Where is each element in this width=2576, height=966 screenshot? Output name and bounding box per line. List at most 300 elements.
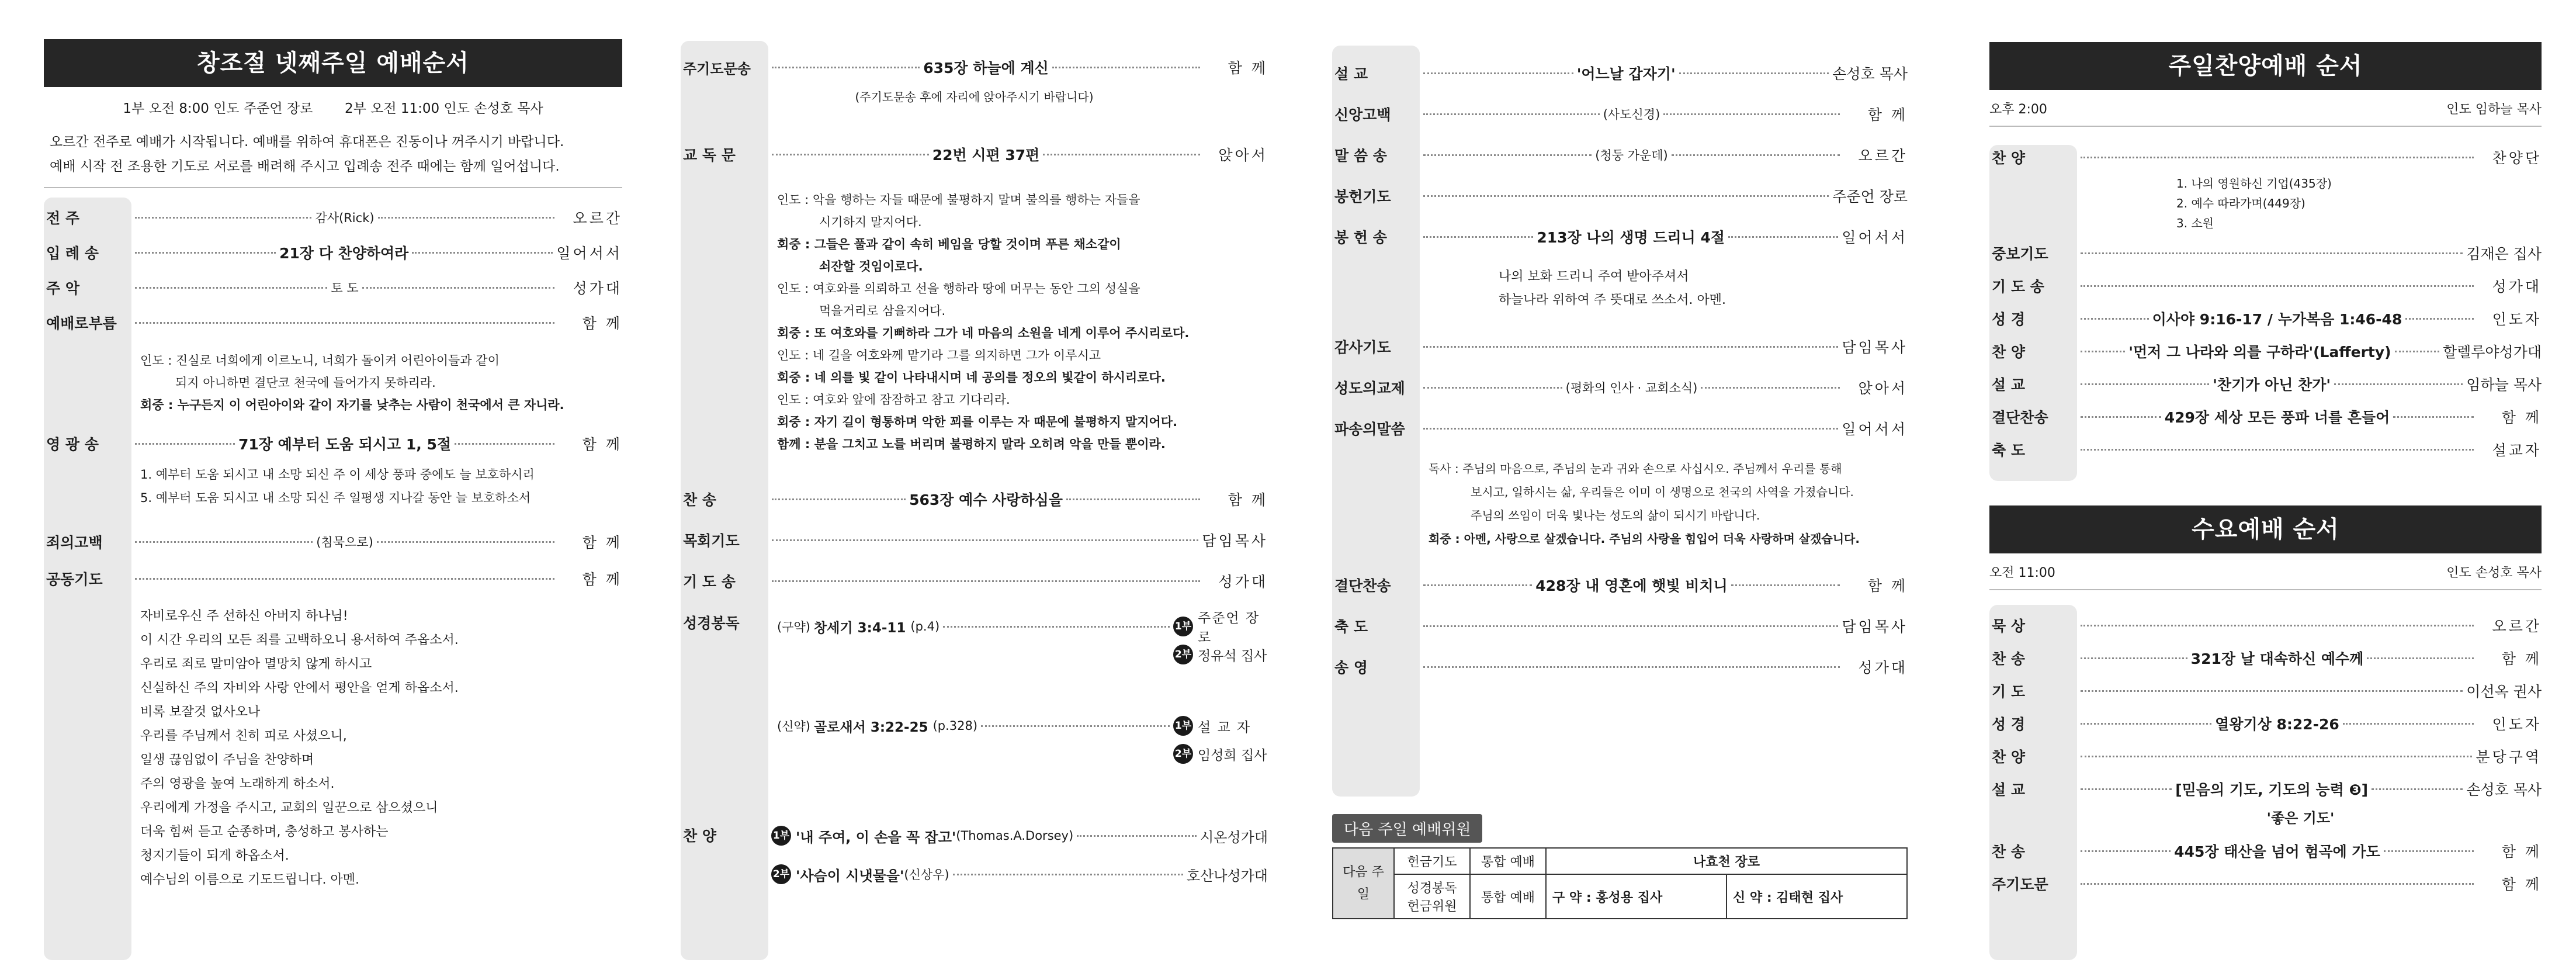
order-item — [1989, 237, 2542, 269]
order-list — [681, 47, 1268, 899]
item-title: 445장 태산을 넘어 험곡에 가도 — [2174, 843, 2380, 860]
first-service-time: 1부 오전 8:00 인도 주준언 장로 — [123, 101, 313, 116]
item-title: 토 도 — [331, 281, 359, 295]
gloria-lyrics — [44, 463, 622, 510]
order-group — [1332, 565, 1908, 687]
order-item — [1332, 175, 1908, 216]
item-leader: 함 께 — [1867, 106, 1908, 123]
leader-dots — [135, 578, 554, 580]
cell-text: 성경봉독 — [1407, 881, 1457, 896]
leader-dots — [1701, 387, 1840, 389]
leader-dots — [2081, 252, 2463, 254]
item-leader: 함 께 — [582, 315, 622, 332]
text-line: 비록 보잘것 없사오나 — [140, 705, 261, 719]
reader-name: 주준언 장로 — [1198, 611, 1260, 645]
item-leader: 함 께 — [2501, 876, 2542, 893]
composer: (신상우) — [904, 868, 949, 882]
item-label: 공동기도 — [46, 571, 103, 588]
volunteer-table — [1332, 847, 1908, 919]
leader-dots — [1423, 72, 1573, 74]
item-title: 213장 나의 생명 드리니 4절 — [1537, 229, 1725, 246]
item-leader: 함 께 — [2501, 409, 2542, 426]
leader-dots — [2334, 383, 2463, 385]
leader-dots — [2081, 383, 2209, 385]
leader-dots — [2405, 318, 2474, 320]
item-leader: 손성호 목사 — [2466, 781, 2542, 798]
text-line: 회중 : 자기 길이 형통하며 악한 꾀를 이루는 자 때문에 불평하지 말지어다. — [777, 415, 1178, 429]
item-title: (청둥 가운데) — [1595, 148, 1668, 162]
leader-dots — [135, 252, 276, 254]
page-ref: (p.328) — [932, 719, 978, 733]
text-line: 더욱 힘써 듣고 순종하며, 충성하고 봉사하는 — [140, 825, 389, 839]
table-cell — [1333, 848, 1394, 919]
order-item — [1332, 565, 1908, 605]
text-line: 주의 영광을 높여 노래하게 하소서. — [140, 777, 335, 791]
text-line: 예수님의 이름으로 기도드립니다. 아멘. — [140, 872, 359, 887]
order-item — [681, 560, 1268, 601]
leader-dots — [1423, 428, 1838, 430]
item-label: 설 교 — [1992, 781, 2026, 798]
order-group — [681, 479, 1268, 601]
text-line: 보시고, 일하시는 삶, 우리들은 이미 이 생명으로 천국의 사역을 가졌습니다. — [1471, 485, 1854, 499]
text-line: 독사 : 주님의 마음으로, 주님의 눈과 귀와 손으로 사십시오. 주님께서 우리를 통해 — [1429, 462, 1842, 476]
leader-dots — [1423, 666, 1840, 668]
item-title: (사도신경) — [1603, 108, 1660, 122]
table-cell: 통합 예배 — [1470, 848, 1546, 874]
text-line: 하늘나라 위하여 주 뜻대로 쓰소서. 아멘. — [1499, 293, 1726, 307]
song-item: 3. 소원 — [2176, 216, 2214, 230]
leader-dots — [2081, 285, 2474, 287]
item-label: 기 도 송 — [683, 573, 736, 590]
leader-dots — [1066, 498, 1200, 500]
item-label: 설 교 — [1992, 376, 2026, 393]
text-line: 일생 끊임없이 주님을 찬양하며 — [140, 753, 314, 767]
leader-dots — [2081, 723, 2211, 725]
leader-dots — [2343, 723, 2474, 725]
item-leader: 함 께 — [582, 571, 622, 588]
leader-dots — [362, 287, 554, 289]
item-label: 찬 양 — [1992, 150, 2026, 167]
text-line: 우리로 죄로 말미암아 멸망치 않게 하시고 — [140, 657, 372, 671]
afternoon-and-wednesday-column — [1989, 0, 2542, 966]
text-line: 청지기들이 되게 하옵소서. — [140, 849, 289, 863]
item-leader: 일어서서 — [556, 245, 623, 262]
order-list — [1989, 141, 2542, 466]
scripture-ref: 골로새서 3:22-25 — [813, 719, 928, 735]
table-cell: 헌금기도 — [1394, 848, 1470, 874]
order-item — [44, 305, 622, 340]
item-label: 찬 송 — [683, 491, 717, 508]
order-item — [1332, 94, 1908, 134]
item-title: 563장 예수 사랑하심을 — [909, 491, 1063, 508]
table-cell: 통합 예배 — [1470, 874, 1546, 919]
responsive-reading-text — [681, 189, 1268, 455]
leader-dots — [1423, 625, 1838, 627]
order-item — [1332, 646, 1908, 687]
leader-dots — [2081, 756, 2472, 757]
text-line: 회중 : 아멘, 사랑으로 살겠습니다. 주님의 사랑을 힘입어 더욱 사랑하며 살겠습니다. — [1429, 532, 1860, 546]
order-item — [1989, 302, 2542, 335]
service-info — [1989, 553, 2542, 590]
text-line: 회중 : 네 의를 빛 같이 나타내시며 네 공의를 정오의 빛같이 하시리로다. — [777, 371, 1166, 385]
leader-dots — [953, 874, 1183, 875]
leader-dots — [772, 539, 1198, 541]
leader-dots — [2081, 883, 2474, 885]
leader-dots — [2081, 416, 2161, 418]
order-item — [1332, 408, 1908, 449]
leader-dots — [1731, 584, 1840, 586]
leader-dots — [1663, 113, 1840, 115]
leader-dots — [378, 217, 554, 219]
item-label: 교 독 문 — [683, 147, 736, 164]
item-leader: 담임목사 — [1842, 618, 1908, 635]
leader-dots — [1077, 835, 1197, 837]
order-item — [1332, 326, 1908, 367]
item-label: 말 씀 송 — [1334, 147, 1387, 164]
item-title: 이사야 9:16-17 / 누가복음 1:46-48 — [2152, 311, 2402, 328]
offertory-lyrics — [1332, 265, 1908, 312]
reader-name: 임성희 집사 — [1198, 747, 1267, 763]
leader-dots — [2367, 657, 2474, 659]
item-label: 찬 양 — [1992, 344, 2026, 361]
item-label: 성 경 — [1992, 311, 2026, 328]
song-item: 1. 나의 영원하신 기업(435장) — [2176, 176, 2332, 191]
item-label: 찬 양 — [1992, 749, 2026, 766]
item-label: 결단찬송 — [1992, 409, 2048, 426]
order-item — [44, 424, 622, 463]
service-leader: 인도 임하늘 목사 — [2446, 102, 2542, 117]
leader-dots — [772, 154, 929, 155]
item-leader: 함 께 — [1228, 491, 1268, 508]
item-leader: 오르간 — [2492, 618, 2542, 635]
text-line: 회중 : 그들은 풀과 같이 속히 베임을 당할 것이며 푸른 채소같이 — [777, 237, 1121, 251]
text-line: 함께 : 분을 그치고 노를 버리며 불평하지 말라 오히려 악을 만들 뿐이라. — [777, 437, 1166, 451]
section-title: 수요예배 순서 — [1989, 505, 2542, 553]
leader-dots — [1052, 67, 1200, 68]
item-label: 신앙고백 — [1334, 106, 1391, 123]
item-label: 예배로부름 — [46, 315, 117, 332]
text-line: 인도 : 네 길을 여호와께 맡기라 그를 의지하면 그가 이루시고 — [777, 348, 1101, 362]
item-leader: 함 께 — [1867, 577, 1908, 594]
leader-dots — [772, 67, 920, 68]
order-item — [1989, 740, 2542, 773]
order-item — [1989, 642, 2542, 674]
song-item: 2. 예수 따라가며(449장) — [2176, 196, 2305, 210]
order-item — [681, 479, 1268, 520]
item-leader: 인도자 — [2492, 716, 2542, 733]
leader-dots — [1728, 236, 1838, 238]
order-item — [44, 235, 622, 270]
item-title: 321장 날 대속하신 예수께 — [2190, 650, 2364, 667]
order-item — [44, 200, 622, 235]
order-group — [1332, 326, 1908, 449]
item-title: 71장 예부터 도움 되시고 1, 5절 — [238, 436, 452, 453]
text-line: 쇠잔할 것임이로다. — [819, 259, 923, 273]
testament-label: (구약) — [777, 620, 810, 634]
order-item — [44, 270, 622, 305]
choir-name: 시온성가대 — [1200, 829, 1268, 846]
leader-dots — [2384, 850, 2474, 852]
text-line: 이 시간 우리의 모든 죄를 고백하오니 용서하여 주옵소서. — [140, 633, 459, 648]
item-title: 21장 다 찬양하여라 — [279, 245, 409, 262]
leader-dots — [1043, 154, 1200, 155]
item-leader: 함 께 — [582, 436, 623, 453]
section-title: 주일찬양예배 순서 — [1989, 42, 2542, 90]
text-line: 1. 예부터 도움 되시고 내 소망 되신 주 이 세상 풍파 중에도 늘 보호하시리 — [140, 468, 535, 482]
anthem-title: '내 주여, 이 손을 꼭 잡고' — [796, 829, 956, 846]
order-item — [1989, 368, 2542, 400]
item-leader: 주준언 장로 — [1832, 188, 1908, 205]
table-cell — [1394, 874, 1470, 919]
item-leader: 함 께 — [2501, 843, 2542, 860]
item-leader: 일어서서 — [1842, 421, 1908, 438]
item-label: 설 교 — [1334, 65, 1368, 82]
anthem-line — [771, 860, 1268, 889]
item-label: 파송의말씀 — [1334, 421, 1405, 438]
item-leader: 일어서서 — [1842, 229, 1908, 246]
item-label: 봉헌기도 — [1334, 188, 1391, 205]
text-line: 회중 : 누구든지 이 어린아이와 같이 자기를 낮추는 사람이 천국에서 큰 자니라. — [140, 398, 564, 412]
text-line: 인도 : 악을 행하는 자들 때문에 불평하지 말며 불의를 행하는 자들을 — [777, 193, 1140, 207]
order-item — [1989, 707, 2542, 740]
leader-dots — [2081, 449, 2474, 451]
item-leader: 찬양단 — [2492, 150, 2542, 167]
item-leader: 성가대 — [2492, 278, 2542, 295]
leader-dots — [135, 443, 235, 445]
item-leader: 앉아서 — [1218, 147, 1268, 164]
ot-reading — [777, 613, 1268, 669]
item-leader: 인도자 — [2492, 311, 2542, 328]
service-badge: 1부 — [1173, 617, 1193, 636]
table-cell: 신 약 : 김태현 집사 — [1726, 874, 1907, 919]
leader-dots — [2081, 850, 2171, 852]
order-item — [1989, 433, 2542, 466]
item-title: '찬기가 아닌 찬가' — [2213, 376, 2331, 393]
item-label: 기 도 — [1992, 683, 2026, 700]
page-title: 창조절 넷째주일 예배순서 — [44, 39, 622, 87]
anthem-line — [771, 821, 1268, 850]
item-label: 찬 양 — [683, 827, 717, 844]
service-info — [1989, 90, 2542, 127]
order-list — [1332, 53, 1908, 687]
leader-dots — [772, 580, 1200, 582]
item-label: 주 악 — [46, 280, 80, 297]
item-leader: 이선옥 권사 — [2466, 683, 2542, 700]
text-line: 먹을거리로 삼을지어다. — [819, 304, 946, 318]
order-list — [44, 200, 622, 892]
item-title: 428장 내 영혼에 햇빛 비치니 — [1535, 577, 1728, 594]
order-item — [1989, 335, 2542, 368]
item-label: 입 례 송 — [46, 245, 99, 262]
item-label: 찬 송 — [1992, 650, 2026, 667]
second-service-time: 2부 오전 11:00 인도 손성호 목사 — [345, 101, 543, 116]
item-label: 찬 송 — [1992, 843, 2026, 860]
item-label: 결단찬송 — [1334, 577, 1391, 594]
item-leader: 분당구역 — [2476, 749, 2542, 766]
song-list — [1989, 174, 2542, 233]
cell-text: 다음 주일 — [1343, 864, 1384, 902]
anthem-title: '사슴이 시냇물을' — [796, 867, 904, 884]
choir-name: 호산나성가대 — [1186, 867, 1268, 884]
item-label: 영 광 송 — [46, 436, 99, 453]
text-line: 나의 보화 드리니 주여 받아주셔서 — [1499, 269, 1689, 284]
item-leader: 함 께 — [582, 534, 622, 551]
item-label: 축 도 — [1992, 442, 2026, 459]
item-label: 중보기도 — [1992, 245, 2048, 262]
page-ref: (p.4) — [910, 619, 940, 633]
nt-reading — [777, 712, 1268, 768]
cell-text: 헌금위원 — [1407, 899, 1457, 914]
item-label: 기 도 송 — [1992, 278, 2044, 295]
item-label: 목회기도 — [683, 532, 740, 549]
item-label: 주기도문 — [1992, 876, 2048, 893]
order-item — [1332, 367, 1908, 408]
order-item — [1989, 773, 2542, 805]
order-item — [681, 47, 1268, 88]
text-line: 인도 : 여호와를 의뢰하고 선을 행하라 땅에 머무는 동안 그의 성실을 — [777, 282, 1140, 296]
anthem — [681, 818, 1268, 899]
item-leader: 손성호 목사 — [1832, 65, 1908, 82]
item-title: (침묵으로) — [316, 535, 373, 549]
leader-dots — [1423, 154, 1592, 156]
item-title: 22번 시편 37편 — [932, 147, 1040, 164]
item-leader: 함 께 — [2501, 650, 2542, 667]
order-item — [681, 520, 1268, 560]
leader-dots — [1423, 346, 1838, 348]
item-label: 성경봉독 — [683, 615, 740, 632]
leader-dots — [772, 498, 906, 500]
order-group — [1989, 835, 2542, 900]
service-time: 오전 11:00 — [1989, 566, 2055, 580]
leader-dots — [2081, 788, 2172, 790]
leader-dots — [135, 217, 311, 219]
leader-dots — [943, 626, 1170, 628]
item-label: 묵 상 — [1992, 618, 2026, 635]
text-line: 우리에게 가정을 주시고, 교회의 일꾼으로 삼으셨으니 — [140, 801, 438, 815]
scripture-ref: 창세기 3:4-11 — [813, 620, 906, 636]
order-item — [1989, 269, 2542, 302]
text-line: 되지 아니하면 결단코 천국에 들어가지 못하리라. — [175, 376, 436, 390]
leader-dots — [2081, 157, 2474, 158]
text-line: 자비로우신 주 선하신 아버지 하나님! — [140, 609, 348, 624]
service-times — [44, 98, 622, 117]
section-title: 다음 주일 예배위원 — [1332, 814, 1482, 843]
order-item — [1989, 400, 2542, 433]
leader-dots — [2395, 351, 2439, 352]
common-prayer-text — [44, 604, 622, 892]
item-title: 열왕기상 8:22-26 — [2215, 716, 2339, 733]
item-leader: 임하늘 목사 — [2466, 376, 2542, 393]
order-group — [1989, 141, 2542, 174]
service-badge: 2부 — [1173, 744, 1193, 764]
order-item — [1989, 835, 2542, 867]
item-leader: 김재은 집사 — [2466, 245, 2542, 262]
notice-line: 예배 시작 전 조용한 기도로 서로를 배려해 주시고 입례송 전주 때에는 함께 일어섭니다. — [50, 159, 560, 174]
service-time: 오후 2:00 — [1989, 102, 2047, 117]
item-label: 축 도 — [1334, 618, 1368, 635]
testament-label: (신약) — [777, 719, 810, 733]
text-line: 인도 : 진실로 너희에게 이르노니, 너희가 돌이켜 어린아이들과 같이 — [140, 354, 500, 368]
order-item — [1989, 867, 2542, 900]
service-badge: 1부 — [1173, 716, 1193, 736]
item-leader: 할렐루야성가대 — [2442, 344, 2542, 361]
item-leader: 성가대 — [1218, 573, 1268, 590]
item-label: 성도의교제 — [1334, 380, 1405, 397]
leader-dots — [1679, 72, 1829, 74]
order-item — [1332, 53, 1908, 94]
text-line: 회중 : 또 여호와를 기뻐하라 그가 네 마음의 소원을 네게 이루어 주시리로다. — [777, 326, 1190, 340]
text-line: 시기하지 말지어다. — [819, 215, 922, 229]
service-badge: 2부 — [1173, 645, 1193, 664]
leader-dots — [981, 725, 1170, 727]
item-title: '어느날 갑자기' — [1576, 65, 1676, 82]
leader-dots — [1423, 195, 1829, 197]
reader-name: 설 교 자 — [1198, 719, 1251, 735]
lords-prayer-note: (주기도문송 후에 자리에 앉아주시기 바랍니다) — [855, 90, 1094, 104]
item-title: 감사(Rick) — [315, 211, 375, 225]
table-cell: 구 약 : 홍성용 집사 — [1546, 874, 1726, 919]
leader-dots — [135, 287, 327, 289]
item-title: 429장 세상 모든 풍파 너를 흔들어 — [2164, 409, 2390, 426]
order-list — [1989, 609, 2542, 900]
order-item — [681, 134, 1268, 175]
item-leader: 오르간 — [1858, 147, 1908, 164]
service-badge: 1부 — [771, 826, 791, 846]
item-label: 성 경 — [1992, 716, 2026, 733]
order-item — [44, 522, 622, 561]
item-leader: 성가대 — [573, 280, 622, 297]
item-label: 감사기도 — [1334, 339, 1391, 356]
item-leader: 담임목사 — [1202, 532, 1268, 549]
reader-name: 정유석 집사 — [1198, 648, 1267, 664]
order-item — [1332, 605, 1908, 646]
leader-dots — [2081, 690, 2463, 692]
item-label: 주기도문송 — [683, 60, 751, 77]
next-week-volunteers — [1332, 814, 1908, 919]
item-leader: 오르간 — [573, 210, 622, 227]
order-item — [1332, 134, 1908, 175]
service-leader: 인도 손성호 목사 — [2446, 566, 2542, 580]
notice — [44, 130, 622, 188]
order-item — [44, 561, 622, 596]
item-label: 봉 헌 송 — [1334, 229, 1387, 246]
text-line: 주님의 쓰임이 더욱 빛나는 성도의 삶이 되시기 바랍니다. — [1471, 508, 1760, 522]
item-title: '먼저 그 나라와 의를 구하라'(Lafferty) — [2128, 344, 2391, 361]
leader-dots — [2081, 351, 2125, 352]
leader-dots — [412, 252, 553, 254]
item-leader: 성가대 — [1858, 659, 1908, 676]
order-item — [1332, 216, 1908, 257]
order-item — [1989, 674, 2542, 707]
sermon-subtitle: '좋은 기도' — [2266, 810, 2335, 826]
leader-dots — [377, 541, 554, 543]
text-line: 5. 예부터 도움 되시고 내 소망 되신 주 일평생 지나갈 동안 늘 보호하소서 — [140, 491, 531, 505]
order-group — [1332, 53, 1908, 257]
leader-dots — [455, 443, 554, 445]
table-cell: 나효천 장로 — [1546, 848, 1907, 874]
leader-dots — [2081, 318, 2149, 320]
order-group — [1989, 609, 2542, 805]
text-line: 우리를 주님께서 친히 피로 사셨으니, — [140, 729, 347, 743]
scripture-reading — [681, 607, 1268, 818]
notice-line: 오르간 전주로 예배가 시작됩니다. 예배를 위하여 휴대폰은 진동이나 꺼주시기 바랍니다. — [50, 134, 564, 150]
item-label: 전 주 — [46, 210, 80, 227]
service-badge: 2부 — [771, 864, 791, 884]
text-line: 인도 : 여호와 앞에 잠잠하고 참고 기다리라. — [777, 393, 1010, 407]
leader-dots — [2372, 788, 2463, 790]
call-to-worship-text — [44, 349, 622, 416]
main-service-order-column — [44, 0, 622, 966]
